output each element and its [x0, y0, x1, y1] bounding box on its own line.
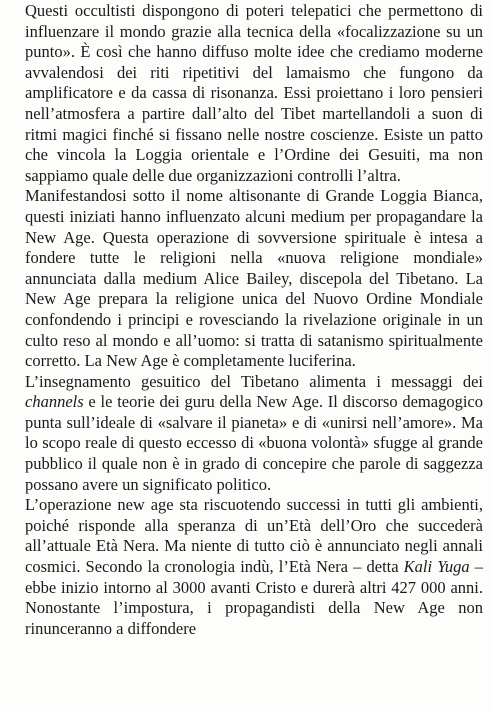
paragraph-text: L’insegnamento gesuitico del Tibetano alimenta i messaggi dei [25, 371, 483, 391]
italic-term: Kali Yuga [403, 557, 470, 577]
paragraph-jesuit-teaching [25, 372, 483, 496]
paragraph-text: – ebbe inizio intorno al 3000 avanti Cristo e durerà altri 427 000 anni. Nonostante l’impostura, i propagandisti della New Age non rinunceranno a diffondere [25, 557, 483, 638]
italic-term: channels [25, 392, 84, 412]
paragraph-text: L’operazione new age sta riscuotendo successi in tutti gli ambienti, poiché risponde alla speranza di un’Età dell’Oro che succederà all’attuale Età Nera. Ma niente di tutto ciò è annunciato negli annali cosmici. Secondo la cronologia indù, l’Età Nera – detta [25, 495, 483, 577]
paragraph-great-white-lodge [25, 186, 483, 371]
paragraph-text: e le teorie dei guru della New Age. Il discorso demagogico punta sull’ideale di «salvare il pianeta» e di «unirsi nell’amore». Ma lo scopo reale di questo eccesso di «buona volontà» sfugge al grande pubblico il quale non è in grado di concepire che parole di saggezza possano avere un significato politico. [25, 392, 483, 494]
paragraph-new-age-operation [25, 495, 483, 639]
paragraph-occultists [25, 1, 483, 186]
paragraph-text: Manifestandosi sotto il nome altisonante di Grande Loggia Bianca, questi iniziati hanno influenzato alcuni medium per propagandare la New Age. Questa operazione di sovversione spirituale è intesa a fondere tutte le religioni nella «nuova religione mondiale» annunciata dalla medium Alice Bailey, discepola del Tibetano. La New Age prepara la religione unica del Nuovo Ordine Mondiale confondendo i principi e rovesciando la rivelazione originale in un culto reso al mondo e all’uomo: si tratta di satanismo spiritualmente corretto. La New Age è completamente luciferina. [25, 186, 483, 371]
paragraph-text: Questi occultisti dispongono di poteri telepatici che permettono di influenzare il mondo grazie alla tecnica della «focalizzazione su un punto». È così che hanno diffuso molte idee che crediamo moderne avvalendosi dei riti ripetitivi del lamaismo che fungono da amplificatore e da cassa di risonanza. Essi proiettano i loro pensieri nell’atmosfera a partire dall’alto del Tibet martellandoli a suon di ritmi magici finché si fissano nelle nostre coscienze. Esiste un patto che vincola la Loggia orientale e l’Ordine dei Gesuiti, ma non sappiamo quale delle due organizzazioni controlli l’altra. [25, 1, 483, 185]
